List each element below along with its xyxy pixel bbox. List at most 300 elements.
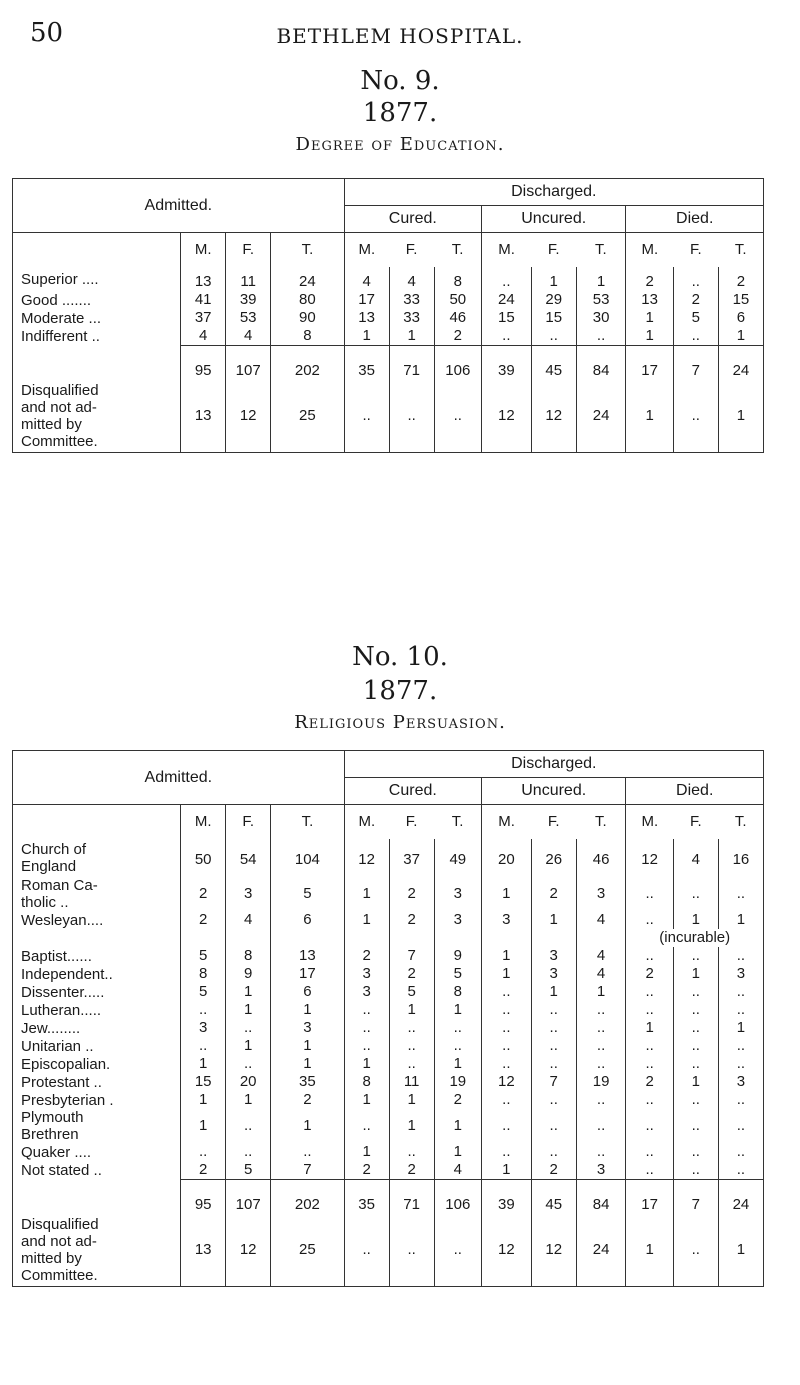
table10-row-cell: ..	[626, 1091, 673, 1109]
table9-col-m-9: M.	[626, 233, 673, 268]
table9-row-cell: 4	[344, 267, 389, 291]
table9-disq-label	[13, 380, 181, 453]
table9-total-cell: 84	[576, 346, 626, 381]
table10-row-cell: ..	[673, 1001, 718, 1019]
table9-row-cell: 6	[718, 309, 763, 327]
table10-row-cell: ..	[718, 1001, 763, 1019]
table10-row-cell: 2	[344, 1161, 389, 1180]
table10-row-cell: 1	[481, 877, 531, 911]
table9-uncured-header: Uncured.	[481, 206, 625, 233]
table10-row-cell: ..	[344, 1019, 389, 1037]
table9-disq-cell: ..	[673, 380, 718, 453]
table10-total-cell: 45	[531, 1180, 576, 1215]
table10-row-cell: 4	[576, 911, 626, 929]
table10-row-cell: 3	[576, 877, 626, 911]
table10-row-cell: 1	[271, 1037, 344, 1055]
table10-row-cell: ..	[271, 1143, 344, 1161]
table10-row-cell: 3	[226, 877, 271, 911]
table10-row-cell: ..	[576, 1055, 626, 1073]
table10-incurable-note: (incurable)	[626, 929, 764, 947]
table10-row-cell: ..	[226, 1019, 271, 1037]
table10-row-cell: ..	[626, 1001, 673, 1019]
table9-row-cell: 24	[271, 267, 344, 291]
table9-total-cell: 106	[434, 346, 481, 381]
table10-row-cell: ..	[226, 1109, 271, 1143]
table10-row-cell: 13	[271, 947, 344, 965]
table10-row-cell: ..	[576, 1001, 626, 1019]
table10-row-cell: 1	[344, 911, 389, 929]
table10-row-cell: ..	[718, 1091, 763, 1109]
table9-col-m-6: M.	[481, 233, 531, 268]
table10-row-label-line: Church of	[21, 841, 87, 858]
table10-row-label	[13, 911, 181, 929]
table10-row-cell: 2	[389, 965, 434, 983]
table10-row-cell: 5	[434, 965, 481, 983]
table10-row-cell: 1	[344, 1055, 389, 1073]
table10-row-label	[13, 1037, 181, 1055]
table10-col-f-4: F.	[389, 805, 434, 840]
table10-note-blank	[389, 929, 434, 947]
table9-row-cell: 80	[271, 291, 344, 309]
table10-row-cell: ..	[434, 1037, 481, 1055]
table10-row-label-line: Independent..	[21, 965, 113, 983]
table10-total-cell: 106	[434, 1180, 481, 1215]
table9-row-label-line: Good .......	[21, 291, 92, 309]
table10-row-label-line: Protestant ..	[21, 1073, 102, 1091]
table10-year: 1877.	[362, 676, 438, 706]
table9-row-cell: 53	[226, 309, 271, 327]
table10-row-cell: 1	[271, 1001, 344, 1019]
table10-row-cell: 8	[434, 983, 481, 1001]
table9-row-cell: 11	[226, 267, 271, 291]
table9-row-cell: 1	[576, 267, 626, 291]
table10-row-cell: ..	[481, 1019, 531, 1037]
table9-subtitle: Degree of Education.	[295, 134, 505, 155]
table10-row-cell: 1	[226, 1091, 271, 1109]
table10-note-blank	[13, 929, 181, 947]
table10-row-label-line: Presbyterian .	[21, 1091, 114, 1109]
table10-note-blank	[434, 929, 481, 947]
table10-row-label	[13, 1161, 181, 1180]
table9-disq-cell: 12	[481, 380, 531, 453]
table10-cured-header: Cured.	[344, 778, 481, 805]
table10-note-blank	[481, 929, 531, 947]
table9-row-cell: ..	[531, 327, 576, 346]
table10-row-cell: 50	[181, 839, 226, 877]
table9-col-t-11: T.	[718, 233, 763, 268]
table10-row-cell: 1	[576, 983, 626, 1001]
table10-total-cell: 202	[271, 1180, 344, 1215]
table9-row-cell: 33	[389, 309, 434, 327]
table10-row-cell: 3	[718, 965, 763, 983]
table10-row-cell: 1	[481, 947, 531, 965]
table10-row-cell: 19	[434, 1073, 481, 1091]
table9-row-cell: 2	[673, 291, 718, 309]
table10-col-m-9: M.	[626, 805, 673, 840]
table9-total-cell: 95	[181, 346, 226, 381]
table10-row-cell: 1	[673, 1073, 718, 1091]
table10-row-cell: 1	[626, 1019, 673, 1037]
table10-row-label-line: Brethren	[21, 1126, 79, 1143]
table10-col-m-6: M.	[481, 805, 531, 840]
table10-row-cell: 2	[181, 911, 226, 929]
table10-row-cell: ..	[626, 983, 673, 1001]
table10-disq-cell: ..	[673, 1214, 718, 1287]
table10-row-label-line: Roman Ca-	[21, 877, 98, 894]
table9-row-cell: 2	[626, 267, 673, 291]
table10-row-cell: ..	[626, 1161, 673, 1180]
table10-row-cell: 20	[226, 1073, 271, 1091]
table10-row-cell: 8	[344, 1073, 389, 1091]
table10-total-cell: 7	[673, 1180, 718, 1215]
table9-row-cell: 46	[434, 309, 481, 327]
table10-row-cell: 2	[181, 1161, 226, 1180]
table10-row-cell: ..	[718, 1037, 763, 1055]
table10-row-cell: 16	[718, 839, 763, 877]
table9-number: No. 9.	[360, 66, 440, 96]
table10-total-cell: 35	[344, 1180, 389, 1215]
table10-row-label-line: Unitarian ..	[21, 1037, 94, 1055]
table10-row-cell: ..	[181, 1143, 226, 1161]
table10-row-cell: 2	[389, 877, 434, 911]
table9-row-cell: ..	[673, 327, 718, 346]
table10-row-cell: 1	[531, 983, 576, 1001]
table9-total-cell: 7	[673, 346, 718, 381]
table9-row-cell: 24	[481, 291, 531, 309]
table10-note-blank	[531, 929, 576, 947]
table10-disq-cell: 12	[226, 1214, 271, 1287]
table10-row-cell: ..	[531, 1019, 576, 1037]
table10-subtitle: Religious Persuasion.	[294, 712, 506, 733]
table10-row-label	[13, 1091, 181, 1109]
table10-row-cell: 11	[389, 1073, 434, 1091]
table9-row-cell: 13	[626, 291, 673, 309]
table10-row-cell: 1	[389, 1109, 434, 1143]
table9-totals-label	[13, 346, 181, 381]
table10-row-cell: 2	[271, 1091, 344, 1109]
table9-total-cell: 39	[481, 346, 531, 381]
table9-row-cell: 1	[344, 327, 389, 346]
table9-row-cell: 90	[271, 309, 344, 327]
table10-row-cell: 1	[226, 1001, 271, 1019]
table10-row-cell: 1	[531, 911, 576, 929]
table9-year: 1877.	[362, 98, 438, 128]
table10-row-cell: 2	[626, 965, 673, 983]
table10-row-cell: 4	[434, 1161, 481, 1180]
table10-disq-label-line: mitted by	[21, 1250, 82, 1267]
table10-row-cell: 2	[344, 947, 389, 965]
table10-row-cell: ..	[226, 1143, 271, 1161]
table10-row-cell: 104	[271, 839, 344, 877]
table10-discharged-header: Discharged.	[344, 751, 763, 778]
table10-row-cell: 3	[576, 1161, 626, 1180]
table9-total-cell: 35	[344, 346, 389, 381]
table10-row-cell: 3	[531, 965, 576, 983]
table9-total-cell: 24	[718, 346, 763, 381]
table9-disq-cell: 13	[181, 380, 226, 453]
table10-row-cell: 3	[344, 983, 389, 1001]
table10-admitted-header: Admitted.	[13, 751, 345, 805]
table10-row-cell: ..	[718, 1055, 763, 1073]
table10-row-cell: ..	[718, 877, 763, 911]
table10-row-cell: ..	[576, 1091, 626, 1109]
table9-disq-label-line: and not ad-	[21, 399, 97, 416]
table10-row-cell: 1	[226, 983, 271, 1001]
table10-row-cell: 3	[718, 1073, 763, 1091]
table9-row-cell: 1	[718, 327, 763, 346]
table9-row-cell: 1	[531, 267, 576, 291]
table10-col-t-11: T.	[718, 805, 763, 840]
table10-row-label	[13, 877, 181, 911]
table10-row-cell: ..	[673, 1143, 718, 1161]
table9-col-f-1: F.	[226, 233, 271, 268]
table9-total-cell: 45	[531, 346, 576, 381]
table10-row-label	[13, 1143, 181, 1161]
table10-row-cell: ..	[718, 1161, 763, 1180]
table10-row-cell: 20	[481, 839, 531, 877]
table10-row-cell: ..	[626, 947, 673, 965]
table9-row-cell: ..	[673, 267, 718, 291]
table9-disq-cell: 1	[626, 380, 673, 453]
table10-row-label-line: Dissenter.....	[21, 983, 105, 1001]
table10-row-label	[13, 965, 181, 983]
table10-row-cell: 4	[576, 965, 626, 983]
table10-total-cell: 17	[626, 1180, 673, 1215]
table10-row-cell: 4	[576, 947, 626, 965]
table10-row-cell: 1	[481, 965, 531, 983]
table10-note-blank	[181, 929, 226, 947]
table10-disq-cell: ..	[344, 1214, 389, 1287]
table10-total-cell: 107	[226, 1180, 271, 1215]
table10-disq-cell: 1	[718, 1214, 763, 1287]
table10-row-cell: 2	[531, 877, 576, 911]
table10-row-cell: ..	[718, 947, 763, 965]
table10-row-cell: 54	[226, 839, 271, 877]
table10-row-cell: 15	[181, 1073, 226, 1091]
table10-row-cell: ..	[673, 1019, 718, 1037]
table10-total-cell: 39	[481, 1180, 531, 1215]
table10-col-t-2: T.	[271, 805, 344, 840]
table9-row-label-line: Superior ....	[21, 270, 99, 288]
table9-disq-cell: 1	[718, 380, 763, 453]
table10-row-cell: 4	[226, 911, 271, 929]
table10-row-cell: 1	[271, 1109, 344, 1143]
table9-col-t-2: T.	[271, 233, 344, 268]
table10-row-cell: 7	[271, 1161, 344, 1180]
table10-disq-label	[13, 1214, 181, 1287]
table10-row-label	[13, 983, 181, 1001]
table10-total-cell: 71	[389, 1180, 434, 1215]
table10-row-cell: ..	[626, 1037, 673, 1055]
table10-row-cell: 1	[389, 1091, 434, 1109]
table10-row-cell: ..	[531, 1055, 576, 1073]
table10-row-cell: ..	[673, 983, 718, 1001]
table10-row-cell: 5	[181, 983, 226, 1001]
table9-header-blank	[13, 233, 181, 268]
table10-row-label-line: Lutheran.....	[21, 1001, 102, 1019]
table10-row-label	[13, 1055, 181, 1073]
table10-row-cell: 3	[531, 947, 576, 965]
table10-row-label-line: Plymouth	[21, 1109, 84, 1126]
table10-row-cell: 6	[271, 983, 344, 1001]
table10-note-blank	[226, 929, 271, 947]
table10-row-cell: ..	[344, 1109, 389, 1143]
table10-row-cell: ..	[718, 1109, 763, 1143]
table10-row-cell: ..	[481, 1143, 531, 1161]
table10-row-label-line: Baptist......	[21, 947, 92, 965]
table9-row-cell: 1	[626, 327, 673, 346]
table9-total-cell: 17	[626, 346, 673, 381]
table10-row-cell: 1	[673, 965, 718, 983]
table9-table	[12, 178, 764, 453]
table10-row-cell: 3	[481, 911, 531, 929]
table9-row-cell: 15	[531, 309, 576, 327]
table10-row-cell: ..	[389, 1055, 434, 1073]
table10-row-label-line: Wesleyan....	[21, 911, 104, 929]
table10-disq-cell: 12	[481, 1214, 531, 1287]
table10-row-cell: 35	[271, 1073, 344, 1091]
table10-row-cell: 7	[531, 1073, 576, 1091]
table10-row-cell: ..	[481, 1109, 531, 1143]
page-number: 50	[30, 18, 64, 48]
table9-row-label	[13, 267, 181, 291]
table10-row-cell: ..	[481, 983, 531, 1001]
table10-row-cell: 26	[531, 839, 576, 877]
table10-row-cell: ..	[531, 1001, 576, 1019]
table10-header-blank	[13, 805, 181, 840]
table10-col-m-3: M.	[344, 805, 389, 840]
table10-row-label	[13, 1001, 181, 1019]
table9-row-cell: 33	[389, 291, 434, 309]
table10-note-blank	[576, 929, 626, 947]
table10-disq-label-line: and not ad-	[21, 1233, 97, 1250]
table9-disq-cell: ..	[344, 380, 389, 453]
table10-row-cell: 2	[626, 1073, 673, 1091]
table10-disq-cell: ..	[434, 1214, 481, 1287]
table9-row-cell: ..	[481, 267, 531, 291]
table10-row-cell: 1	[481, 1161, 531, 1180]
table10-row-cell: 9	[226, 965, 271, 983]
table9-disq-label-line: Committee.	[21, 433, 98, 450]
table9-row-cell: 39	[226, 291, 271, 309]
table10-row-label	[13, 1019, 181, 1037]
table10-disq-label-line: Disqualified	[21, 1216, 99, 1233]
table9-row-cell: 5	[673, 309, 718, 327]
table9-row-cell: ..	[576, 327, 626, 346]
table10-col-f-1: F.	[226, 805, 271, 840]
table10-note-blank	[344, 929, 389, 947]
table9-col-f-10: F.	[673, 233, 718, 268]
table9-row-label	[13, 309, 181, 327]
table9-died-header: Died.	[626, 206, 764, 233]
table10-row-cell: 1	[434, 1109, 481, 1143]
table10-row-cell: ..	[531, 1037, 576, 1055]
table9-admitted-header: Admitted.	[13, 179, 345, 233]
table10-row-cell: ..	[481, 1001, 531, 1019]
table10-row-cell: ..	[531, 1091, 576, 1109]
table10-row-cell: 1	[271, 1055, 344, 1073]
table9-row-cell: 30	[576, 309, 626, 327]
table10-row-cell: ..	[389, 1143, 434, 1161]
table10-col-t-8: T.	[576, 805, 626, 840]
table9-col-f-4: F.	[389, 233, 434, 268]
table10-col-f-7: F.	[531, 805, 576, 840]
table10-row-cell: 1	[344, 877, 389, 911]
table10-total-cell: 95	[181, 1180, 226, 1215]
table9-disq-cell: ..	[434, 380, 481, 453]
table10-total-cell: 24	[718, 1180, 763, 1215]
table10-row-cell: 1	[226, 1037, 271, 1055]
table10-row-cell: 37	[389, 839, 434, 877]
table9-row-cell: 15	[481, 309, 531, 327]
table10-row-label-line: Jew........	[21, 1019, 81, 1037]
table10-row-cell: ..	[181, 1037, 226, 1055]
table10-row-cell: 3	[181, 1019, 226, 1037]
table9-disq-cell: ..	[389, 380, 434, 453]
table10-row-cell: ..	[673, 877, 718, 911]
table10-row-cell: 1	[434, 1001, 481, 1019]
running-head: BETHLEM HOSPITAL.	[276, 24, 524, 48]
table10-row-cell: 3	[434, 877, 481, 911]
table9-row-cell: 41	[181, 291, 226, 309]
table9-row-cell: 53	[576, 291, 626, 309]
table10-row-cell: ..	[531, 1143, 576, 1161]
table10-row-cell: ..	[626, 1055, 673, 1073]
table10-row-cell: ..	[344, 1001, 389, 1019]
table10-row-cell: ..	[481, 1037, 531, 1055]
table9-col-t-5: T.	[434, 233, 481, 268]
table10-row-cell: 1	[181, 1091, 226, 1109]
table10-row-label	[13, 1073, 181, 1091]
table9-row-cell: 13	[344, 309, 389, 327]
table10-row-cell: ..	[576, 1109, 626, 1143]
table9-total-cell: 71	[389, 346, 434, 381]
table10-row-cell: ..	[389, 1037, 434, 1055]
table10-uncured-header: Uncured.	[481, 778, 625, 805]
table9-row-cell: 50	[434, 291, 481, 309]
table10-row-cell: 3	[434, 911, 481, 929]
table9-row-cell: 4	[181, 327, 226, 346]
table10-row-cell: 2	[389, 911, 434, 929]
table10-totals-label	[13, 1180, 181, 1215]
table10-row-cell: ..	[481, 1091, 531, 1109]
table9-col-m-0: M.	[181, 233, 226, 268]
table10-row-cell: 5	[226, 1161, 271, 1180]
table10-row-cell: 3	[344, 965, 389, 983]
table9-row-cell: 1	[389, 327, 434, 346]
table10-row-label	[13, 1109, 181, 1143]
table10-row-cell: ..	[673, 1091, 718, 1109]
table10-row-cell: ..	[626, 877, 673, 911]
table10-row-cell: 46	[576, 839, 626, 877]
table10-row-cell: 2	[434, 1091, 481, 1109]
table10-row-cell: 49	[434, 839, 481, 877]
table10-col-f-10: F.	[673, 805, 718, 840]
table10-number: No. 10.	[352, 642, 448, 672]
table10-row-cell: 2	[389, 1161, 434, 1180]
table9-disq-label-line: Disqualified	[21, 382, 99, 399]
table9-col-m-3: M.	[344, 233, 389, 268]
table10-row-label-line: Quaker ....	[21, 1143, 92, 1161]
table10-row-label-line: Not stated ..	[21, 1161, 102, 1179]
table10-total-cell: 84	[576, 1180, 626, 1215]
table10-row-cell: 7	[389, 947, 434, 965]
table10-row-cell: 1	[434, 1055, 481, 1073]
table9-row-cell: 4	[226, 327, 271, 346]
table9-total-cell: 202	[271, 346, 344, 381]
table10-row-cell: 12	[344, 839, 389, 877]
table10-disq-cell: 24	[576, 1214, 626, 1287]
